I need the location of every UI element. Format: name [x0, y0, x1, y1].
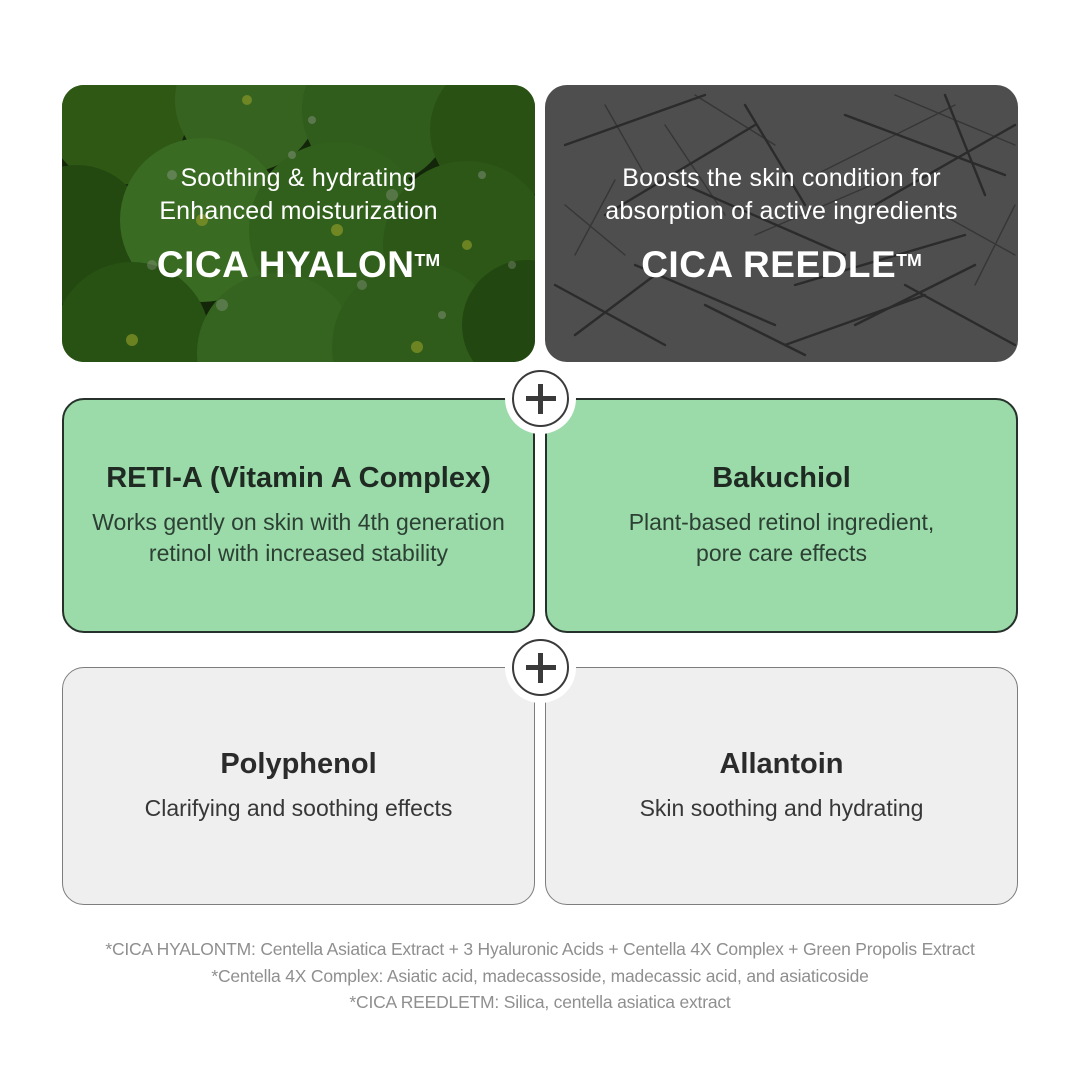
- gray-ingredient-row: [62, 667, 1018, 905]
- ingredient-card-polyphenol: [62, 667, 535, 905]
- hero-subtitle-line1: Boosts the skin condition for: [622, 163, 941, 192]
- green-ingredient-row: [62, 398, 1018, 633]
- ingredient-description: Skin soothing and hydrating: [639, 795, 924, 821]
- ingredient-name: Allantoin: [719, 748, 844, 780]
- ingredient-description: Clarifying and soothing effects: [144, 795, 453, 821]
- ingredient-card-bakuchiol: [545, 398, 1018, 633]
- footnote-cica-reedle: *CICA REEDLETM: Silica, centella asiatica extract: [349, 992, 731, 1012]
- plus-badge-1: [512, 370, 569, 427]
- ingredient-description: Plant-based retinol ingredient, pore care effects: [628, 509, 935, 566]
- plus-icon: [526, 653, 556, 683]
- footnotes: [0, 936, 1080, 1016]
- hero-subtitle-line2: absorption of active ingredients: [605, 196, 958, 225]
- trademark-superscript: TM: [414, 249, 441, 270]
- ingredient-card-allantoin: [545, 667, 1018, 905]
- trademark-superscript: TM: [896, 249, 922, 270]
- ingredient-name: Bakuchiol: [712, 462, 851, 494]
- ingredient-card-reti-a: [62, 398, 535, 633]
- hero-subtitle-line1: Soothing & hydrating: [180, 163, 417, 192]
- ingredient-description: Works gently on skin with 4th generation retinol with increased stability: [92, 509, 505, 566]
- hero-row: [62, 85, 1018, 362]
- plus-icon: [526, 384, 556, 414]
- hero-title-cica-reedle: CICA REEDLE™: [641, 243, 922, 285]
- ingredient-name: Polyphenol: [220, 748, 377, 780]
- footnote-cica-hyalon: *CICA HYALONTM: Centella Asiatica Extract + 3 Hyaluronic Acids + Centella 4X Complex + Green Propolis Extract: [105, 939, 975, 959]
- hero-card-cica-reedle: [545, 85, 1018, 362]
- ingredient-name: RETI-A (Vitamin A Complex): [106, 462, 491, 494]
- hero-subtitle-line2: Enhanced moisturization: [159, 196, 438, 225]
- hero-card-cica-hyalon: [62, 85, 535, 362]
- footnote-centella-4x: *Centella 4X Complex: Asiatic acid, madecassoside, madecassic acid, and asiaticoside: [211, 965, 869, 986]
- plus-badge-2: [512, 639, 569, 696]
- hero-title-cica-hyalon: CICA HYALON™: [156, 243, 441, 285]
